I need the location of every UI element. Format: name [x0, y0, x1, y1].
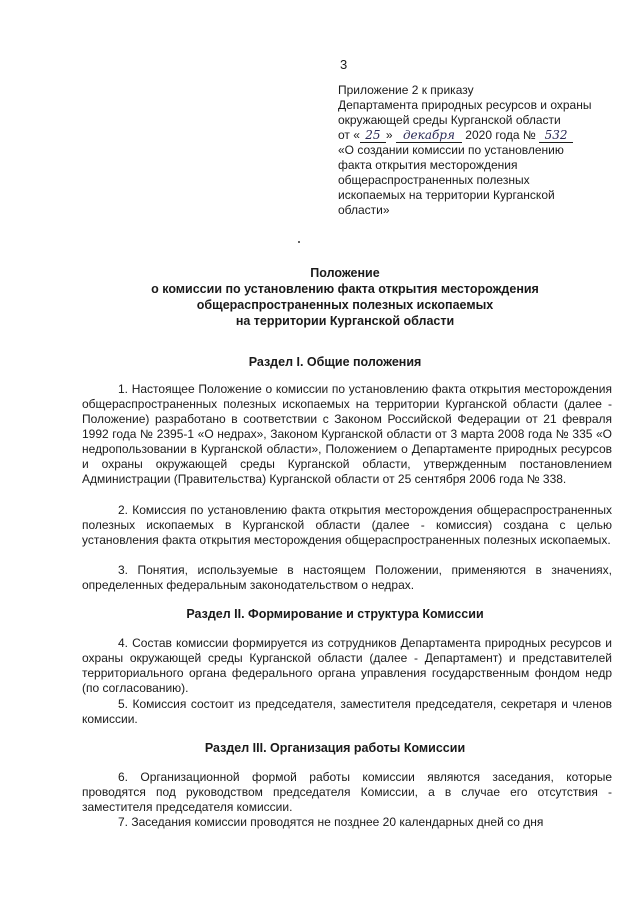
- section-2-heading: Раздел II. Формирование и структура Комиссии: [186, 607, 484, 621]
- appendix-line-9: области»: [338, 203, 390, 217]
- appendix-line-8: ископаемых на территории Курганской: [338, 188, 555, 202]
- title-line-2: о комиссии по установлению факта открытия месторождения: [151, 282, 539, 296]
- paragraph-6: 6. Организационной формой работы комиссии являются заседания, которые проводятся под руководством председателя Комиссии, а в случае его отсутствия - заместителя председателя комиссии.: [82, 770, 612, 814]
- date-year: 2020 года №: [465, 128, 536, 142]
- date-mid: »: [385, 128, 393, 142]
- section-3-heading: Раздел III. Организация работы Комиссии: [204, 741, 466, 755]
- date-prefix: от «: [338, 128, 360, 142]
- handwritten-day: 25: [360, 129, 386, 143]
- appendix-line-3: окружающей среды Курганской области: [338, 113, 561, 127]
- paragraph-1: 1. Настоящее Положение о комиссии по установлению факта открытия месторождения общераспространенных полезных ископаемых на территории Курганской области (далее - Положение) разработано в соответствии с Законом Российской Федерации от 21 февраля 1992 года № 2395-1 «О недрах», Законом Курганской области от 3 марта 2008 года № 335 «О недропользовании в Курганской области», Положением о Департаменте природных ресурсов и охраны окружающей среды Курганской области, утвержденным постановлением Администрации (Правительства) Курганской области от 25 сентября 2006 года № 338.: [82, 382, 612, 486]
- appendix-date-line: [338, 128, 623, 143]
- appendix-line-2: Департамента природных ресурсов и охраны: [338, 98, 592, 112]
- paragraph-4: 4. Состав комиссии формируется из сотрудников Департамента природных ресурсов и охраны окружающей среды Курганской области (далее - Департамент) и представителей территориального органа федерального органа управления государственным фондом недр (по согласованию).: [82, 636, 612, 695]
- title-line-1: Положение: [310, 266, 380, 280]
- title-line-3: общераспространенных полезных ископаемых: [196, 298, 494, 312]
- handwritten-month: декабря: [396, 129, 462, 143]
- appendix-line-1: Приложение 2 к приказу: [338, 83, 474, 97]
- paragraph-5: 5. Комиссия состоит из председателя, заместителя председателя, секретаря и членов комиссии.: [82, 697, 612, 726]
- page-number: 3: [340, 57, 348, 72]
- section-1-heading: Раздел I. Общие положения: [248, 355, 422, 369]
- document-title: [100, 265, 590, 329]
- handwritten-number: 532: [539, 129, 573, 143]
- title-line-4: на территории Курганской области: [235, 314, 455, 328]
- stray-dot: [298, 241, 300, 243]
- paragraph-2: 2. Комиссия по установлению факта открытия месторождения общераспространенных полезных ископаемых в Курганской области (далее - комиссия) создана с целью установления факта открытия месторождения общераспространенных полезных ископаемых.: [82, 503, 612, 547]
- appendix-line-7: общераспространенных полезных: [338, 173, 530, 187]
- paragraph-3: 3. Понятия, используемые в настоящем Положении, применяются в значениях, определенных федеральным законодательством о недрах.: [82, 563, 612, 592]
- appendix-line-5: «О создании комиссии по установлению: [338, 143, 564, 157]
- appendix-line-6: факта открытия месторождения: [338, 158, 518, 172]
- appendix-block: [338, 83, 623, 218]
- paragraph-7: 7. Заседания комиссии проводятся не позднее 20 календарных дней со дня: [118, 815, 544, 829]
